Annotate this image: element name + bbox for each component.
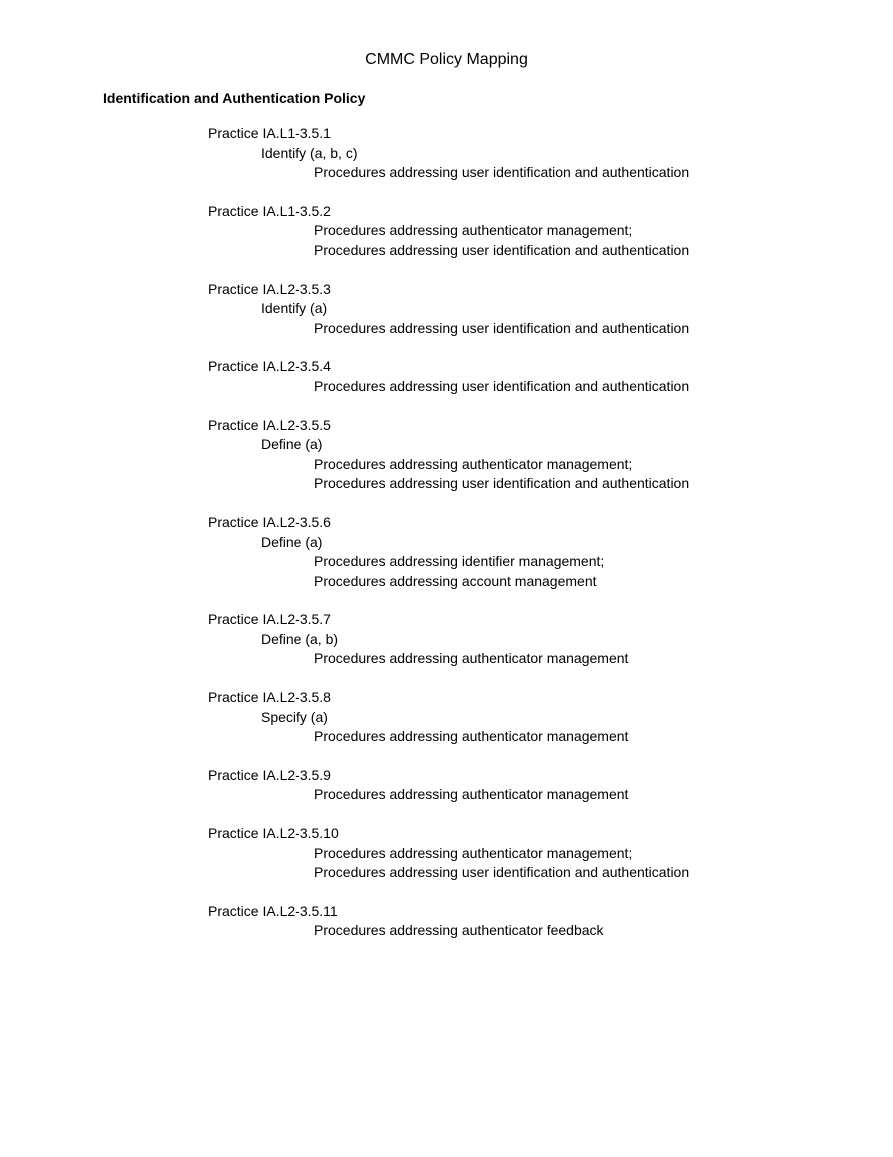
section-title: Identification and Authentication Policy	[103, 90, 366, 106]
practice-action: Specify (a)	[261, 708, 328, 725]
practice-action: Identify (a)	[261, 300, 328, 317]
practice-list	[0, 124, 893, 960]
practice-name: Practice IA.L2-3.5.8	[208, 689, 331, 706]
practice-entry	[0, 766, 893, 805]
practice-name: Practice IA.L2-3.5.10	[208, 825, 339, 842]
practice-name: Practice IA.L2-3.5.9	[208, 766, 331, 783]
practice-name: Practice IA.L1-3.5.1	[208, 125, 331, 141]
practice-name: Practice IA.L2-3.5.7	[208, 611, 331, 628]
practice-action: Identify (a, b, c)	[261, 144, 358, 161]
practice-entry	[0, 280, 893, 339]
procedure-item: Procedures addressing authenticator management;	[314, 455, 633, 472]
procedure-item: Procedures addressing user identification and authentication	[314, 164, 690, 181]
practice-entry	[0, 124, 893, 183]
procedure-item: Procedures addressing user identification and authentication	[314, 319, 690, 336]
practice-entry	[0, 202, 893, 261]
procedure-item: Procedures addressing user identification and authentication	[314, 864, 690, 881]
procedure-item: Procedures addressing user identification and authentication	[314, 475, 690, 492]
procedure-item: Procedures addressing authenticator management	[314, 728, 629, 745]
practice-entry	[0, 357, 893, 396]
practice-entry	[0, 688, 893, 747]
practice-entry	[0, 902, 893, 941]
practice-entry	[0, 416, 893, 494]
practice-action: Define (a, b)	[261, 630, 339, 647]
practice-action: Define (a)	[261, 533, 323, 550]
procedure-item: Procedures addressing authenticator management	[314, 786, 629, 803]
practice-name: Practice IA.L2-3.5.11	[208, 902, 338, 919]
practice-entry	[0, 610, 893, 669]
procedure-item: Procedures addressing authenticator management;	[314, 222, 633, 239]
practice-name: Practice IA.L2-3.5.6	[208, 513, 331, 530]
practice-action: Define (a)	[261, 436, 323, 453]
document-title: CMMC Policy Mapping	[365, 51, 528, 68]
procedure-item: Procedures addressing authenticator management;	[314, 844, 633, 861]
practice-entry	[0, 513, 893, 591]
practice-name: Practice IA.L2-3.5.5	[208, 416, 331, 433]
procedure-item: Procedures addressing authenticator management	[314, 650, 629, 667]
practice-name: Practice IA.L2-3.5.4	[208, 358, 331, 375]
practice-name: Practice IA.L2-3.5.3	[208, 280, 331, 297]
procedure-item: Procedures addressing account management	[314, 572, 597, 589]
procedure-item: Procedures addressing identifier management;	[314, 553, 605, 570]
procedure-item: Procedures addressing user identification and authentication	[314, 377, 690, 394]
procedure-item: Procedures addressing authenticator feedback	[314, 922, 604, 939]
practice-entry	[0, 824, 893, 883]
procedure-item: Procedures addressing user identification and authentication	[314, 241, 690, 258]
practice-name: Practice IA.L1-3.5.2	[208, 202, 331, 219]
